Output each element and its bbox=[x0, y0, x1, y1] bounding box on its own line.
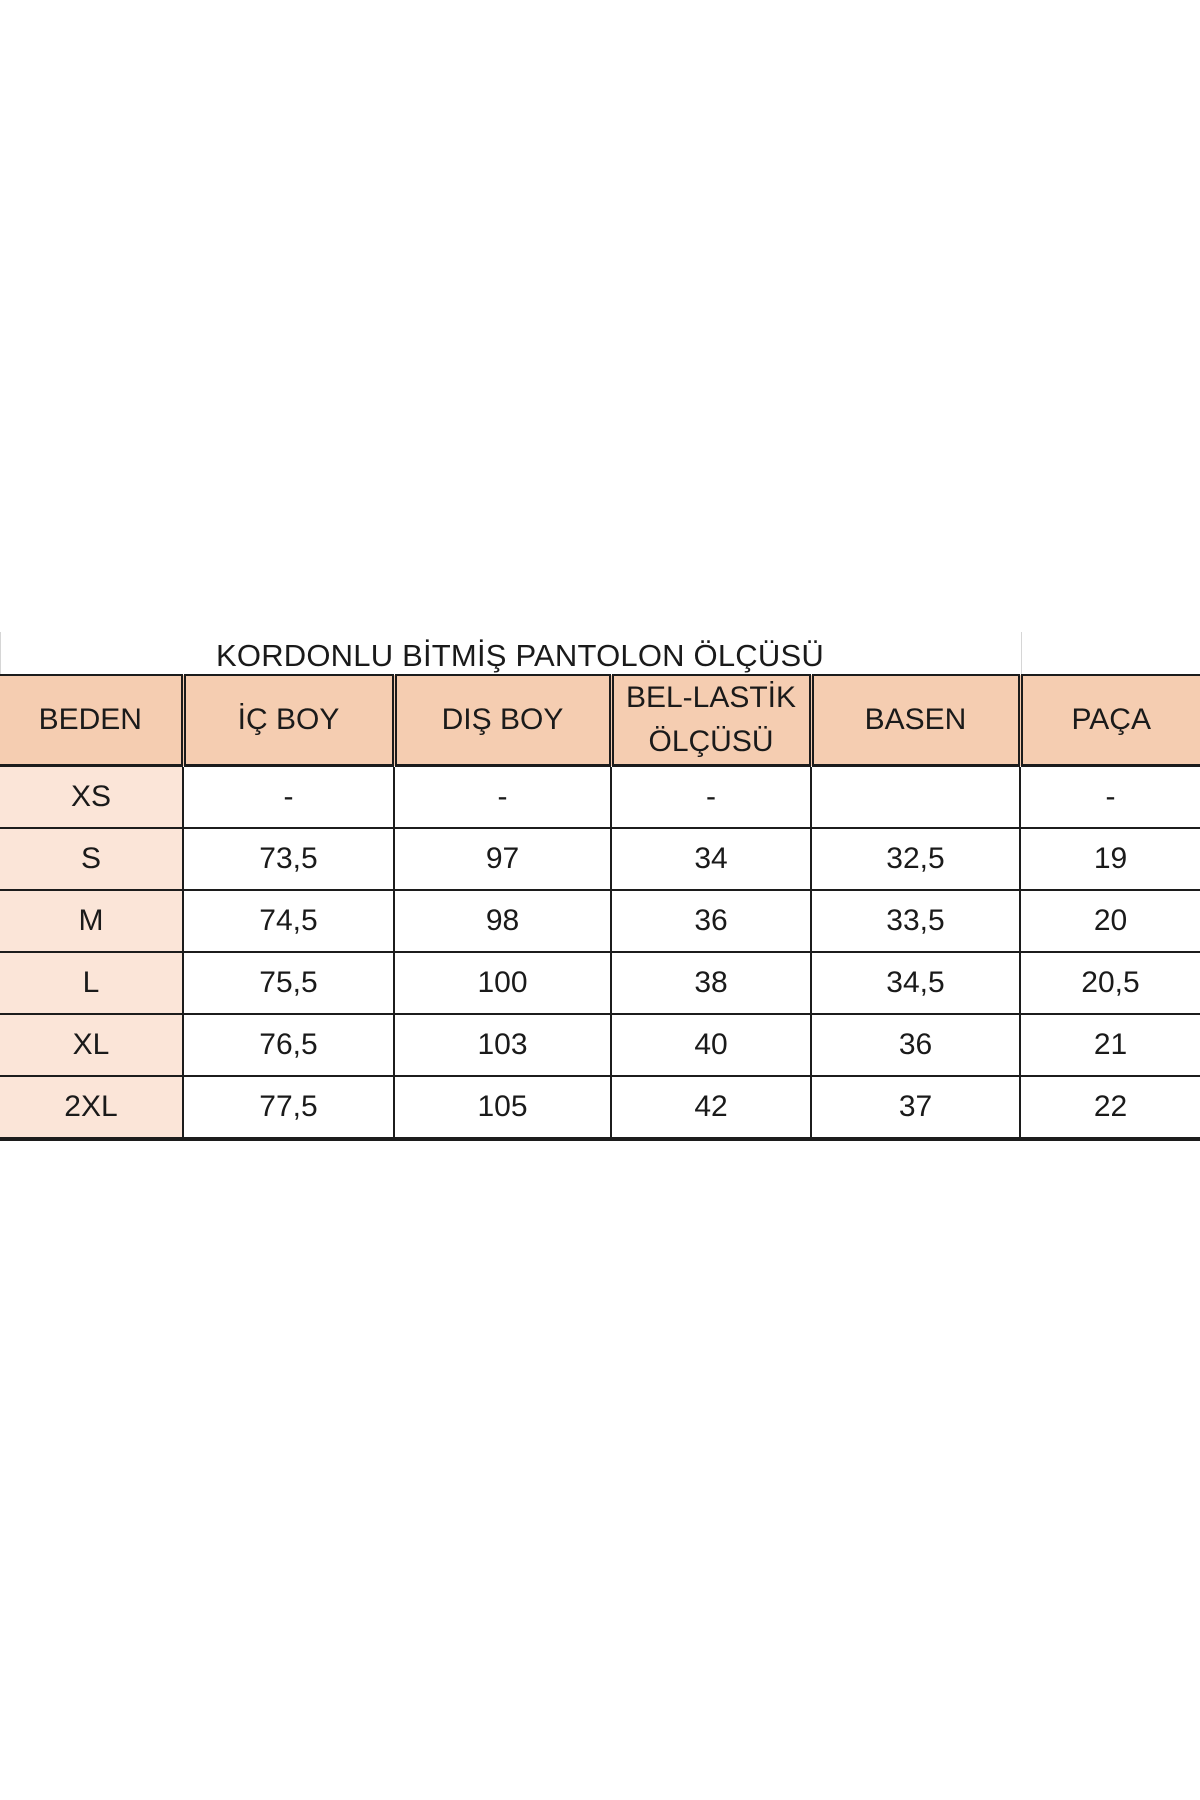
table-cell: 74,5 bbox=[183, 890, 394, 952]
table-cell: 33,5 bbox=[811, 890, 1020, 952]
table-cell: 105 bbox=[394, 1076, 611, 1139]
table-cell: 36 bbox=[611, 890, 811, 952]
table-cell bbox=[811, 766, 1020, 829]
title-row bbox=[0, 632, 1200, 674]
table-cell: 75,5 bbox=[183, 952, 394, 1014]
table-row bbox=[0, 1076, 1200, 1139]
size-cell: S bbox=[0, 828, 183, 890]
table-cell: - bbox=[611, 766, 811, 829]
table-header bbox=[0, 675, 1200, 766]
size-table bbox=[0, 674, 1200, 1141]
chart-title: KORDONLU BİTMİŞ PANTOLON ÖLÇÜSÜ bbox=[216, 638, 824, 673]
table-body bbox=[0, 766, 1200, 1140]
table-row bbox=[0, 890, 1200, 952]
table-cell: 98 bbox=[394, 890, 611, 952]
size-cell: M bbox=[0, 890, 183, 952]
table-cell: 40 bbox=[611, 1014, 811, 1076]
size-chart-sheet bbox=[0, 632, 1200, 1141]
table-cell: 37 bbox=[811, 1076, 1020, 1139]
table-cell: 103 bbox=[394, 1014, 611, 1076]
table-cell: 77,5 bbox=[183, 1076, 394, 1139]
column-header-hip: BASEN bbox=[811, 675, 1020, 766]
table-cell: 42 bbox=[611, 1076, 811, 1139]
table-cell: 20 bbox=[1020, 890, 1200, 952]
table-row bbox=[0, 828, 1200, 890]
column-header-waist-elastic: BEL-LASTİK ÖLÇÜSÜ bbox=[611, 675, 811, 766]
header-row bbox=[0, 675, 1200, 766]
table-cell: 36 bbox=[811, 1014, 1020, 1076]
size-cell: L bbox=[0, 952, 183, 1014]
column-header-leg-opening: PAÇA bbox=[1020, 675, 1200, 766]
table-cell: 22 bbox=[1020, 1076, 1200, 1139]
table-cell: - bbox=[183, 766, 394, 829]
column-header-inseam: İÇ BOY bbox=[183, 675, 394, 766]
gridline bbox=[1021, 632, 1022, 674]
size-cell: 2XL bbox=[0, 1076, 183, 1139]
table-row bbox=[0, 1014, 1200, 1076]
table-cell: 73,5 bbox=[183, 828, 394, 890]
table-cell: 34 bbox=[611, 828, 811, 890]
column-header-size: BEDEN bbox=[0, 675, 183, 766]
table-row bbox=[0, 766, 1200, 829]
table-cell: 38 bbox=[611, 952, 811, 1014]
table-cell: 32,5 bbox=[811, 828, 1020, 890]
column-header-outseam: DIŞ BOY bbox=[394, 675, 611, 766]
table-cell: - bbox=[394, 766, 611, 829]
table-cell: 20,5 bbox=[1020, 952, 1200, 1014]
table-cell: 76,5 bbox=[183, 1014, 394, 1076]
table-cell: 21 bbox=[1020, 1014, 1200, 1076]
table-cell: 100 bbox=[394, 952, 611, 1014]
size-cell: XS bbox=[0, 766, 183, 829]
table-cell: 97 bbox=[394, 828, 611, 890]
size-cell: XL bbox=[0, 1014, 183, 1076]
table-cell: 34,5 bbox=[811, 952, 1020, 1014]
table-cell: - bbox=[1020, 766, 1200, 829]
table-row bbox=[0, 952, 1200, 1014]
table-cell: 19 bbox=[1020, 828, 1200, 890]
